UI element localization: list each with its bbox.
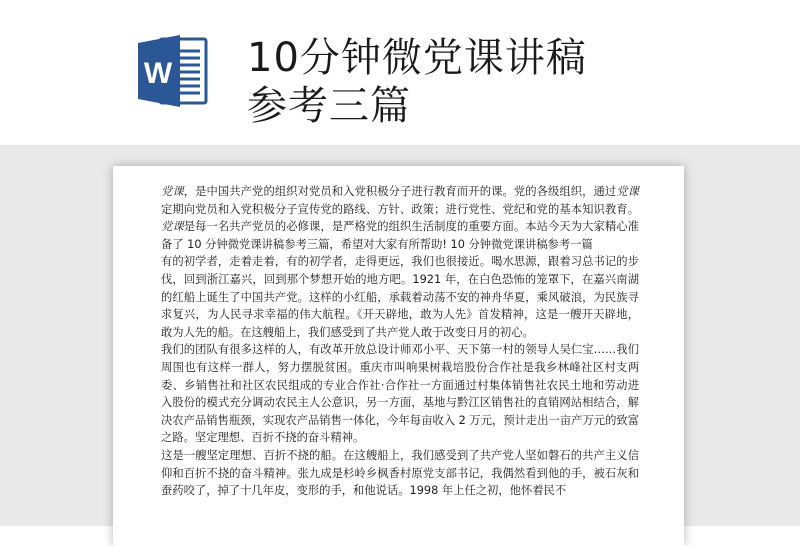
- intro-paragraph: [161, 183, 639, 253]
- document-body: [161, 183, 639, 500]
- emphasis-term: 党课: [161, 185, 184, 198]
- intro-text: 定期向党员和入党积极分子宣传党的路线、方针、政策；进行党性、党纪和党的基本知识教育。: [161, 202, 639, 216]
- title-line-1: 10分钟微党课讲稿: [247, 35, 587, 81]
- emphasis-term: 党课: [616, 185, 639, 198]
- logo-letter: W: [143, 57, 173, 90]
- intro-text: ，是中国共产党的组织对党员和入党积极分子进行教育而开的课。党的各级组织，通过: [183, 185, 617, 198]
- title-line-2: 参考三篇: [247, 83, 411, 129]
- body-paragraph: 有的初学者，走着走着，有的初学者，走得更远，我们也很接近。喝水思源，跟着习总书记的步伐，回到浙江嘉兴，回到那个梦想开始的地方吧。1921 年，在白色恐怖的笼罩下，在嘉兴南湖的红船上诞生了中国共产党。这样的小红船，承载着动荡不安的神舟华夏，乘风破浪，为民族寻求复兴，为人民寻求幸福的伟大航程。《开天辟地，敢为人先》首发精神，这是一艘开天辟地，敢为人先的船。在这艘船上，我们感受到了共产党人敢于改变日月的初心。: [161, 255, 639, 339]
- document-title: [247, 34, 767, 130]
- document-page[interactable]: [113, 166, 684, 546]
- body-paragraph: 这是一艘坚定理想、百折不挠的船。在这艘船上，我们感受到了共产党人坚如磐石的共产主义信仰和百折不挠的奋斗精神。张九成是杉岭乡枫香村原党支部书记，我偶然看到他的手，被石灰和蚕药咬了，掉了十几年皮，变形的手，和他说话。1998 年上任之初，他怀着民不: [161, 448, 639, 498]
- emphasis-term: 党课: [161, 220, 184, 234]
- word-document-icon: [138, 33, 208, 109]
- body-paragraph: 我们的团队有很多这样的人，有改革开放总设计师邓小平、天下第一村的领导人吴仁宝……我们周围也有这样一群人，努力摆脱贫困。重庆市叫响果树栽培股份合作社是我乡林峰社区村支两委、乡销售社和社区农民组成的专业合作社·合作社一方面通过村集体销售社农民土地和劳动进入股份的模式充分调动农民主人公意识，另一方面，基地与黔江区销售社的直销网站相结合，解决农产品销售瓶颈，实现农产品销售一体化，今年每亩收入 2 万元，预计走出一亩产万元的致富之路。坚定理想、百折不挠的奋斗精神。: [161, 343, 639, 445]
- intro-text: 是每一名共产党员的必修课，是严格党的组织生活制度的重要方面。本站今天为大家精心准备了 10 分钟微党课讲稿参考三篇，希望对大家有所帮助! 10 分钟微党课讲稿参考一篇: [161, 220, 639, 251]
